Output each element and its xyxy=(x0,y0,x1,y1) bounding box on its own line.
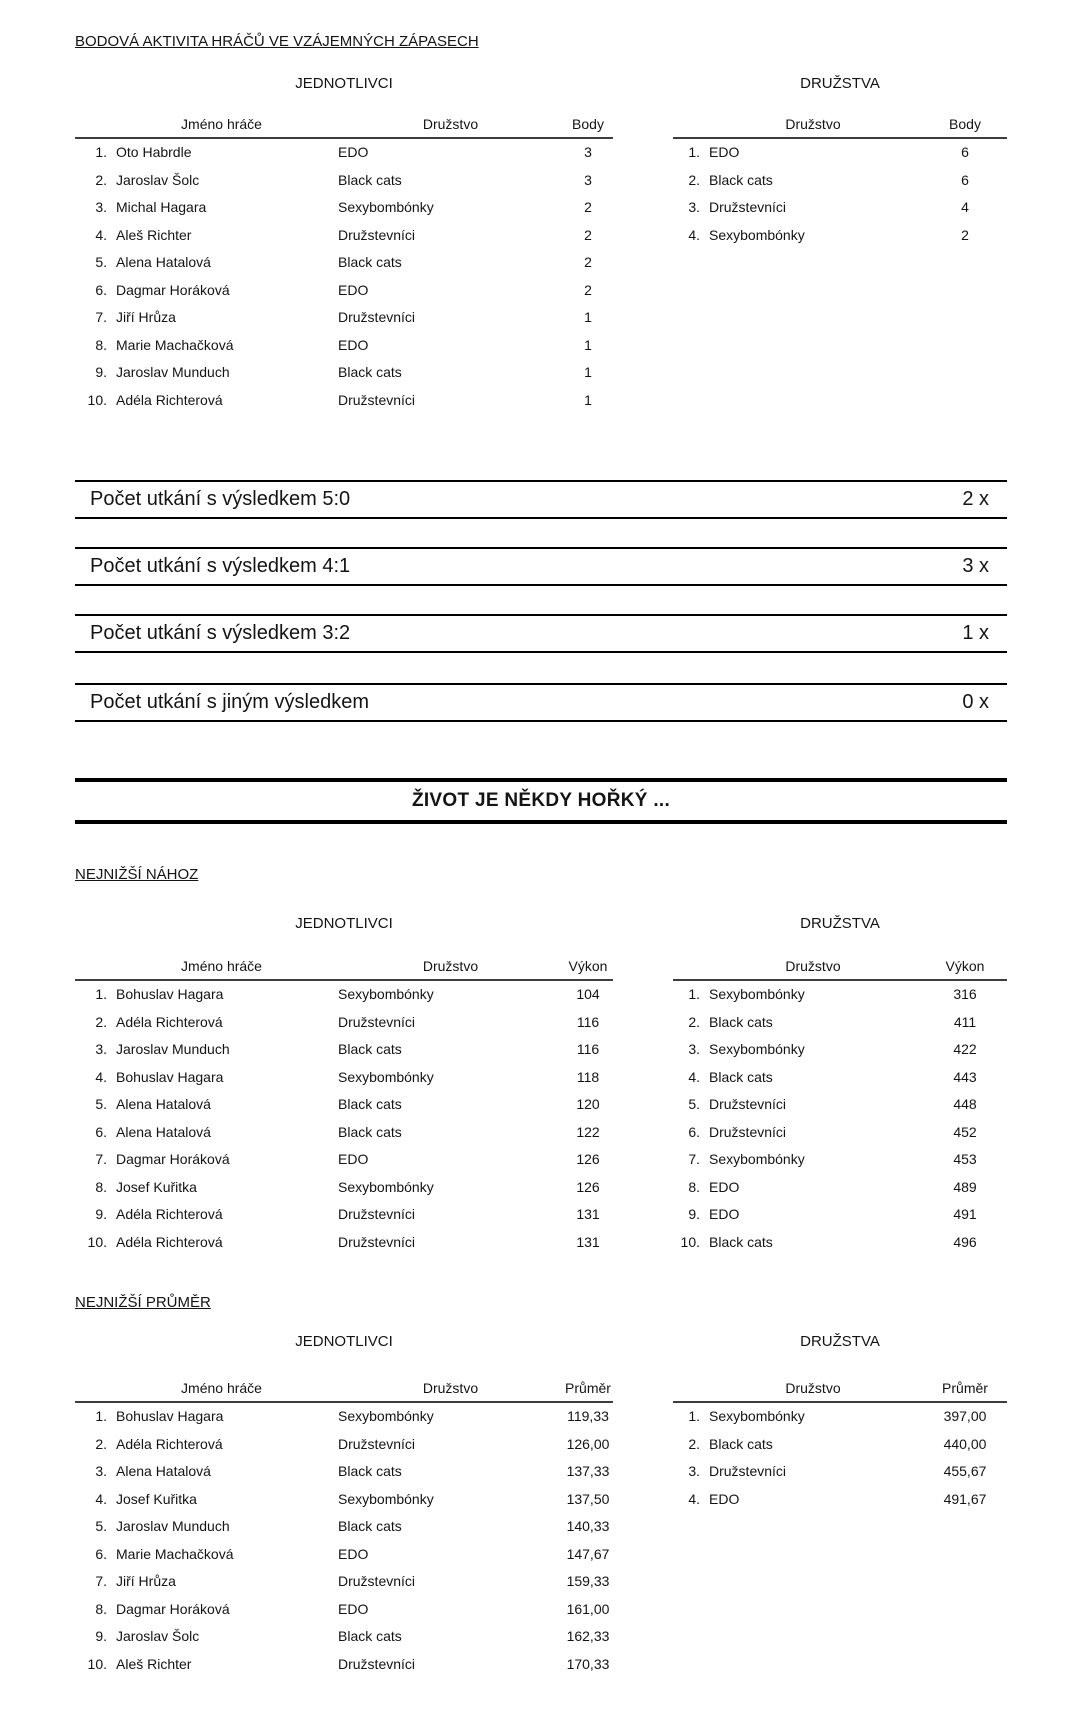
table-header xyxy=(75,116,613,139)
player-cell: 5. Alena Hatalová xyxy=(95,1096,211,1112)
team-cell: Black cats xyxy=(338,1463,402,1479)
divider-banner xyxy=(75,778,1007,824)
team-cell: Black cats xyxy=(338,1041,402,1057)
team-cell: Družstevníci xyxy=(338,1573,416,1589)
points-individuals-table xyxy=(75,76,613,414)
table-row xyxy=(75,1541,613,1569)
average-individuals-table xyxy=(75,1334,613,1678)
table-row xyxy=(673,167,1007,195)
match-count-row-5-0 xyxy=(75,480,1007,519)
table-row xyxy=(75,1201,613,1229)
player-cell: 8. Dagmar Horáková xyxy=(95,1600,230,1617)
throw-individuals-table xyxy=(75,916,613,1256)
team-cell: EDO xyxy=(338,1545,369,1562)
value-cell: 448 xyxy=(953,1096,977,1112)
value-cell: 1 xyxy=(584,336,592,353)
match-count-row-4-1 xyxy=(75,547,1007,586)
individuals-title: JEDNOTLIVCI xyxy=(295,915,393,932)
table-row xyxy=(75,139,613,167)
value-cell: 455,67 xyxy=(943,1463,987,1479)
individuals-title: JEDNOTLIVCI xyxy=(295,75,393,92)
table-row xyxy=(75,1431,613,1459)
team-cell: 2. Black cats xyxy=(688,1435,773,1452)
value-cell: 126 xyxy=(576,1151,600,1167)
team-header: Družstvo xyxy=(422,1380,479,1396)
match-count-label: Počet utkání s výsledkem 4:1 xyxy=(90,555,351,577)
team-cell: EDO xyxy=(338,144,369,160)
player-cell: 10. Adéla Richterová xyxy=(87,391,223,408)
value-cell: 316 xyxy=(953,986,977,1002)
lowest-average-heading: NEJNIŽŠÍ PRŮMĚR xyxy=(75,1294,211,1311)
team-cell: Družstevníci xyxy=(338,1435,416,1452)
table-row xyxy=(673,222,1007,250)
player-cell: 7. Jiří Hrůza xyxy=(95,1573,176,1589)
team-cell: 6. Družstevníci xyxy=(688,1123,787,1140)
average-header: Průměr xyxy=(565,1380,611,1396)
table-header xyxy=(673,1380,1007,1403)
team-cell: 4. EDO xyxy=(688,1490,740,1507)
player-cell: 10. Aleš Richter xyxy=(87,1655,192,1672)
player-cell: 10. Adéla Richterová xyxy=(87,1233,223,1250)
value-cell: 491,67 xyxy=(943,1490,987,1507)
divider-title: ŽIVOT JE NĚKDY HOŘKÝ ... xyxy=(411,790,671,811)
team-cell: Družstevníci xyxy=(338,391,416,408)
team-cell: Black cats xyxy=(338,1123,402,1140)
team-cell: 3. Družstevníci xyxy=(688,199,787,215)
team-cell: Družstevníci xyxy=(338,1233,416,1250)
value-cell: 4 xyxy=(961,199,969,215)
player-cell: 7. Dagmar Horáková xyxy=(95,1151,230,1167)
table-row xyxy=(75,1568,613,1596)
table-row xyxy=(75,359,613,387)
team-cell: Black cats xyxy=(338,1096,402,1112)
team-header: Družstvo xyxy=(422,958,479,974)
table-row xyxy=(673,1009,1007,1037)
value-cell: 496 xyxy=(953,1233,977,1250)
team-cell: Black cats xyxy=(338,254,402,270)
table-row xyxy=(673,1403,1007,1431)
table-row xyxy=(75,1403,613,1431)
player-cell: 4. Josef Kuřitka xyxy=(95,1490,197,1507)
value-cell: 119,33 xyxy=(567,1408,609,1424)
team-cell: 4. Black cats xyxy=(688,1068,773,1085)
table-row xyxy=(75,1091,613,1119)
individuals-title: JEDNOTLIVCI xyxy=(295,1333,393,1350)
value-cell: 118 xyxy=(576,1068,600,1085)
value-cell: 116 xyxy=(576,1041,600,1057)
player-cell: 2. Adéla Richterová xyxy=(95,1013,223,1030)
value-cell: 104 xyxy=(576,986,600,1002)
team-cell: 5. Družstevníci xyxy=(688,1096,787,1112)
player-cell: 3. Jaroslav Munduch xyxy=(95,1041,230,1057)
player-cell: 9. Adéla Richterová xyxy=(95,1206,223,1222)
points-activity-section xyxy=(75,76,1007,414)
lowest-average-section xyxy=(75,1334,1007,1678)
table-row xyxy=(673,1119,1007,1147)
value-cell: 116 xyxy=(576,1013,600,1030)
team-cell: 7. Sexybombónky xyxy=(688,1151,805,1167)
player-cell: 1. Bohuslav Hagara xyxy=(95,1408,224,1424)
table-row xyxy=(75,277,613,305)
table-row xyxy=(673,139,1007,167)
points-header: Body xyxy=(949,116,981,132)
table-row xyxy=(75,1651,613,1679)
value-cell: 2 xyxy=(584,199,592,215)
value-cell: 397,00 xyxy=(943,1408,987,1424)
table-row xyxy=(75,1146,613,1174)
table-row xyxy=(75,1009,613,1037)
team-cell: 10. Black cats xyxy=(680,1233,773,1250)
team-cell: 1. EDO xyxy=(688,144,740,160)
match-count-value: 1 x xyxy=(962,622,989,644)
team-header: Družstvo xyxy=(785,116,841,132)
player-cell: 8. Josef Kuřitka xyxy=(95,1178,197,1195)
table-row xyxy=(75,332,613,360)
team-cell: EDO xyxy=(338,1600,369,1617)
table-row xyxy=(75,1513,613,1541)
team-cell: Družstevníci xyxy=(338,309,416,325)
table-row xyxy=(75,1064,613,1092)
throw-individuals-rows xyxy=(75,981,613,1256)
table-row xyxy=(75,1596,613,1624)
table-row xyxy=(75,194,613,222)
player-cell: 3. Michal Hagara xyxy=(95,199,207,215)
value-cell: 453 xyxy=(953,1151,977,1167)
points-header: Body xyxy=(572,116,604,132)
points-teams-table xyxy=(673,76,1007,414)
table-row xyxy=(673,981,1007,1009)
value-cell: 443 xyxy=(953,1068,977,1085)
player-cell: 1. Oto Habrdle xyxy=(95,144,192,160)
value-cell: 159,33 xyxy=(566,1573,610,1589)
player-name-header: Jméno hráče xyxy=(181,116,262,132)
player-cell: 2. Adéla Richterová xyxy=(95,1435,223,1452)
value-cell: 2 xyxy=(584,281,592,298)
team-cell: Sexybombónky xyxy=(338,1068,434,1085)
value-cell: 131 xyxy=(576,1206,600,1222)
table-header xyxy=(673,958,1007,981)
team-cell: Sexybombónky xyxy=(338,199,434,215)
player-cell: 4. Aleš Richter xyxy=(95,226,192,243)
value-cell: 440,00 xyxy=(943,1435,987,1452)
player-cell: 7. Jiří Hrůza xyxy=(95,309,176,325)
value-cell: 161,00 xyxy=(566,1600,610,1617)
value-cell: 137,50 xyxy=(566,1490,610,1507)
value-cell: 122 xyxy=(576,1123,600,1140)
table-row xyxy=(673,1091,1007,1119)
team-header: Družstvo xyxy=(785,958,841,974)
value-cell: 131 xyxy=(576,1233,600,1250)
table-row xyxy=(75,981,613,1009)
match-count-row-other xyxy=(75,683,1007,722)
table-row xyxy=(75,167,613,195)
player-cell: 1. Bohuslav Hagara xyxy=(95,986,224,1002)
table-header xyxy=(673,116,1007,139)
table-row xyxy=(673,1486,1007,1514)
value-cell: 126 xyxy=(576,1178,600,1195)
table-row xyxy=(673,1174,1007,1202)
team-cell: 1. Sexybombónky xyxy=(688,986,805,1002)
match-count-value: 3 x xyxy=(962,555,989,577)
value-cell: 1 xyxy=(584,364,592,380)
team-cell: EDO xyxy=(338,1151,369,1167)
player-cell: 5. Jaroslav Munduch xyxy=(95,1518,230,1534)
table-row xyxy=(75,1486,613,1514)
player-name-header: Jméno hráče xyxy=(181,1380,262,1396)
value-cell: 3 xyxy=(584,144,592,160)
table-row xyxy=(673,1458,1007,1486)
value-cell: 1 xyxy=(584,391,592,408)
table-row xyxy=(75,1119,613,1147)
value-cell: 137,33 xyxy=(566,1463,610,1479)
team-cell: Sexybombónky xyxy=(338,1178,434,1195)
match-count-value: 0 x xyxy=(962,691,989,713)
value-cell: 126,00 xyxy=(566,1435,610,1452)
value-cell: 2 xyxy=(584,226,592,243)
value-cell: 1 xyxy=(584,309,592,325)
team-cell: Black cats xyxy=(338,171,402,188)
player-cell: 9. Jaroslav Šolc xyxy=(95,1628,200,1644)
table-row xyxy=(75,249,613,277)
table-row xyxy=(75,1623,613,1651)
value-cell: 422 xyxy=(953,1041,977,1057)
table-row xyxy=(75,304,613,332)
team-cell: Black cats xyxy=(338,364,402,380)
teams-title: DRUŽSTVA xyxy=(800,1333,880,1350)
team-cell: Black cats xyxy=(338,1518,402,1534)
lowest-throw-heading: NEJNIŽŠÍ NÁHOZ xyxy=(75,866,199,883)
value-cell: 489 xyxy=(953,1178,977,1195)
player-cell: 4. Bohuslav Hagara xyxy=(95,1068,224,1085)
team-cell: Družstevníci xyxy=(338,1655,416,1672)
team-cell: Sexybombónky xyxy=(338,986,434,1002)
value-cell: 3 xyxy=(584,171,592,188)
table-header xyxy=(75,1380,613,1403)
team-cell: Sexybombónky xyxy=(338,1408,434,1424)
teams-title: DRUŽSTVA xyxy=(800,75,880,92)
table-row xyxy=(75,1036,613,1064)
table-row xyxy=(673,1064,1007,1092)
table-row xyxy=(673,1229,1007,1257)
player-cell: 9. Jaroslav Munduch xyxy=(95,364,230,380)
player-cell: 6. Alena Hatalová xyxy=(95,1123,211,1140)
player-name-header: Jméno hráče xyxy=(181,958,262,974)
value-cell: 170,33 xyxy=(566,1655,610,1672)
value-cell: 120 xyxy=(576,1096,600,1112)
team-cell: 2. Black cats xyxy=(688,171,773,188)
table-row xyxy=(75,1174,613,1202)
team-cell: 1. Sexybombónky xyxy=(688,1408,805,1424)
value-cell: 140,33 xyxy=(566,1518,610,1534)
team-cell: 8. EDO xyxy=(688,1178,740,1195)
value-cell: 491 xyxy=(953,1206,977,1222)
team-cell: 3. Družstevníci xyxy=(688,1463,787,1479)
average-header: Průměr xyxy=(942,1380,988,1396)
value-cell: 2 xyxy=(584,254,592,270)
value-cell: 6 xyxy=(961,144,969,160)
match-count-label: Počet utkání s výsledkem 5:0 xyxy=(90,488,351,510)
team-cell: Družstevníci xyxy=(338,1013,416,1030)
performance-header: Výkon xyxy=(568,958,608,974)
table-row xyxy=(673,1431,1007,1459)
lowest-throw-section xyxy=(75,916,1007,1256)
team-header: Družstvo xyxy=(422,116,479,132)
value-cell: 162,33 xyxy=(566,1628,610,1644)
table-header xyxy=(75,958,613,981)
value-cell: 147,67 xyxy=(566,1545,610,1562)
document-title: BODOVÁ AKTIVITA HRÁČŮ VE VZÁJEMNÝCH ZÁPASECH xyxy=(75,33,479,50)
player-cell: 6. Marie Machačková xyxy=(95,1545,234,1562)
average-teams-table xyxy=(673,1334,1007,1678)
team-cell: 2. Black cats xyxy=(688,1013,773,1030)
table-row xyxy=(673,1201,1007,1229)
table-row xyxy=(673,1036,1007,1064)
match-count-row-3-2 xyxy=(75,614,1007,653)
team-cell: 9. EDO xyxy=(688,1206,740,1222)
table-row xyxy=(75,1458,613,1486)
team-cell: Družstevníci xyxy=(338,226,416,243)
player-cell: 6. Dagmar Horáková xyxy=(95,281,230,298)
player-cell: 5. Alena Hatalová xyxy=(95,254,211,270)
player-cell: 3. Alena Hatalová xyxy=(95,1463,211,1479)
team-cell: Black cats xyxy=(338,1628,402,1644)
value-cell: 452 xyxy=(953,1123,977,1140)
throw-teams-table xyxy=(673,916,1007,1256)
team-cell: Družstevníci xyxy=(338,1206,416,1222)
team-cell: EDO xyxy=(338,281,369,298)
value-cell: 2 xyxy=(961,226,969,243)
value-cell: 6 xyxy=(961,171,969,188)
table-row xyxy=(75,1229,613,1257)
team-cell: Sexybombónky xyxy=(338,1490,434,1507)
match-count-label: Počet utkání s výsledkem 3:2 xyxy=(90,622,351,644)
player-cell: 2. Jaroslav Šolc xyxy=(95,171,200,188)
teams-title: DRUŽSTVA xyxy=(800,915,880,932)
throw-teams-rows xyxy=(673,981,1007,1256)
table-row xyxy=(673,194,1007,222)
team-cell: 3. Sexybombónky xyxy=(688,1041,805,1057)
table-row xyxy=(673,1146,1007,1174)
match-count-label: Počet utkání s jiným výsledkem xyxy=(90,691,369,713)
points-teams-rows xyxy=(673,139,1007,249)
performance-header: Výkon xyxy=(945,958,985,974)
points-individuals-rows xyxy=(75,139,613,414)
table-row xyxy=(75,222,613,250)
team-cell: EDO xyxy=(338,336,369,353)
table-row xyxy=(75,387,613,415)
average-teams-rows xyxy=(673,1403,1007,1513)
average-individuals-rows xyxy=(75,1403,613,1678)
team-header: Družstvo xyxy=(785,1380,841,1396)
value-cell: 411 xyxy=(953,1013,977,1030)
team-cell: 4. Sexybombónky xyxy=(688,226,805,243)
player-cell: 8. Marie Machačková xyxy=(95,336,234,353)
match-count-value: 2 x xyxy=(962,488,989,510)
